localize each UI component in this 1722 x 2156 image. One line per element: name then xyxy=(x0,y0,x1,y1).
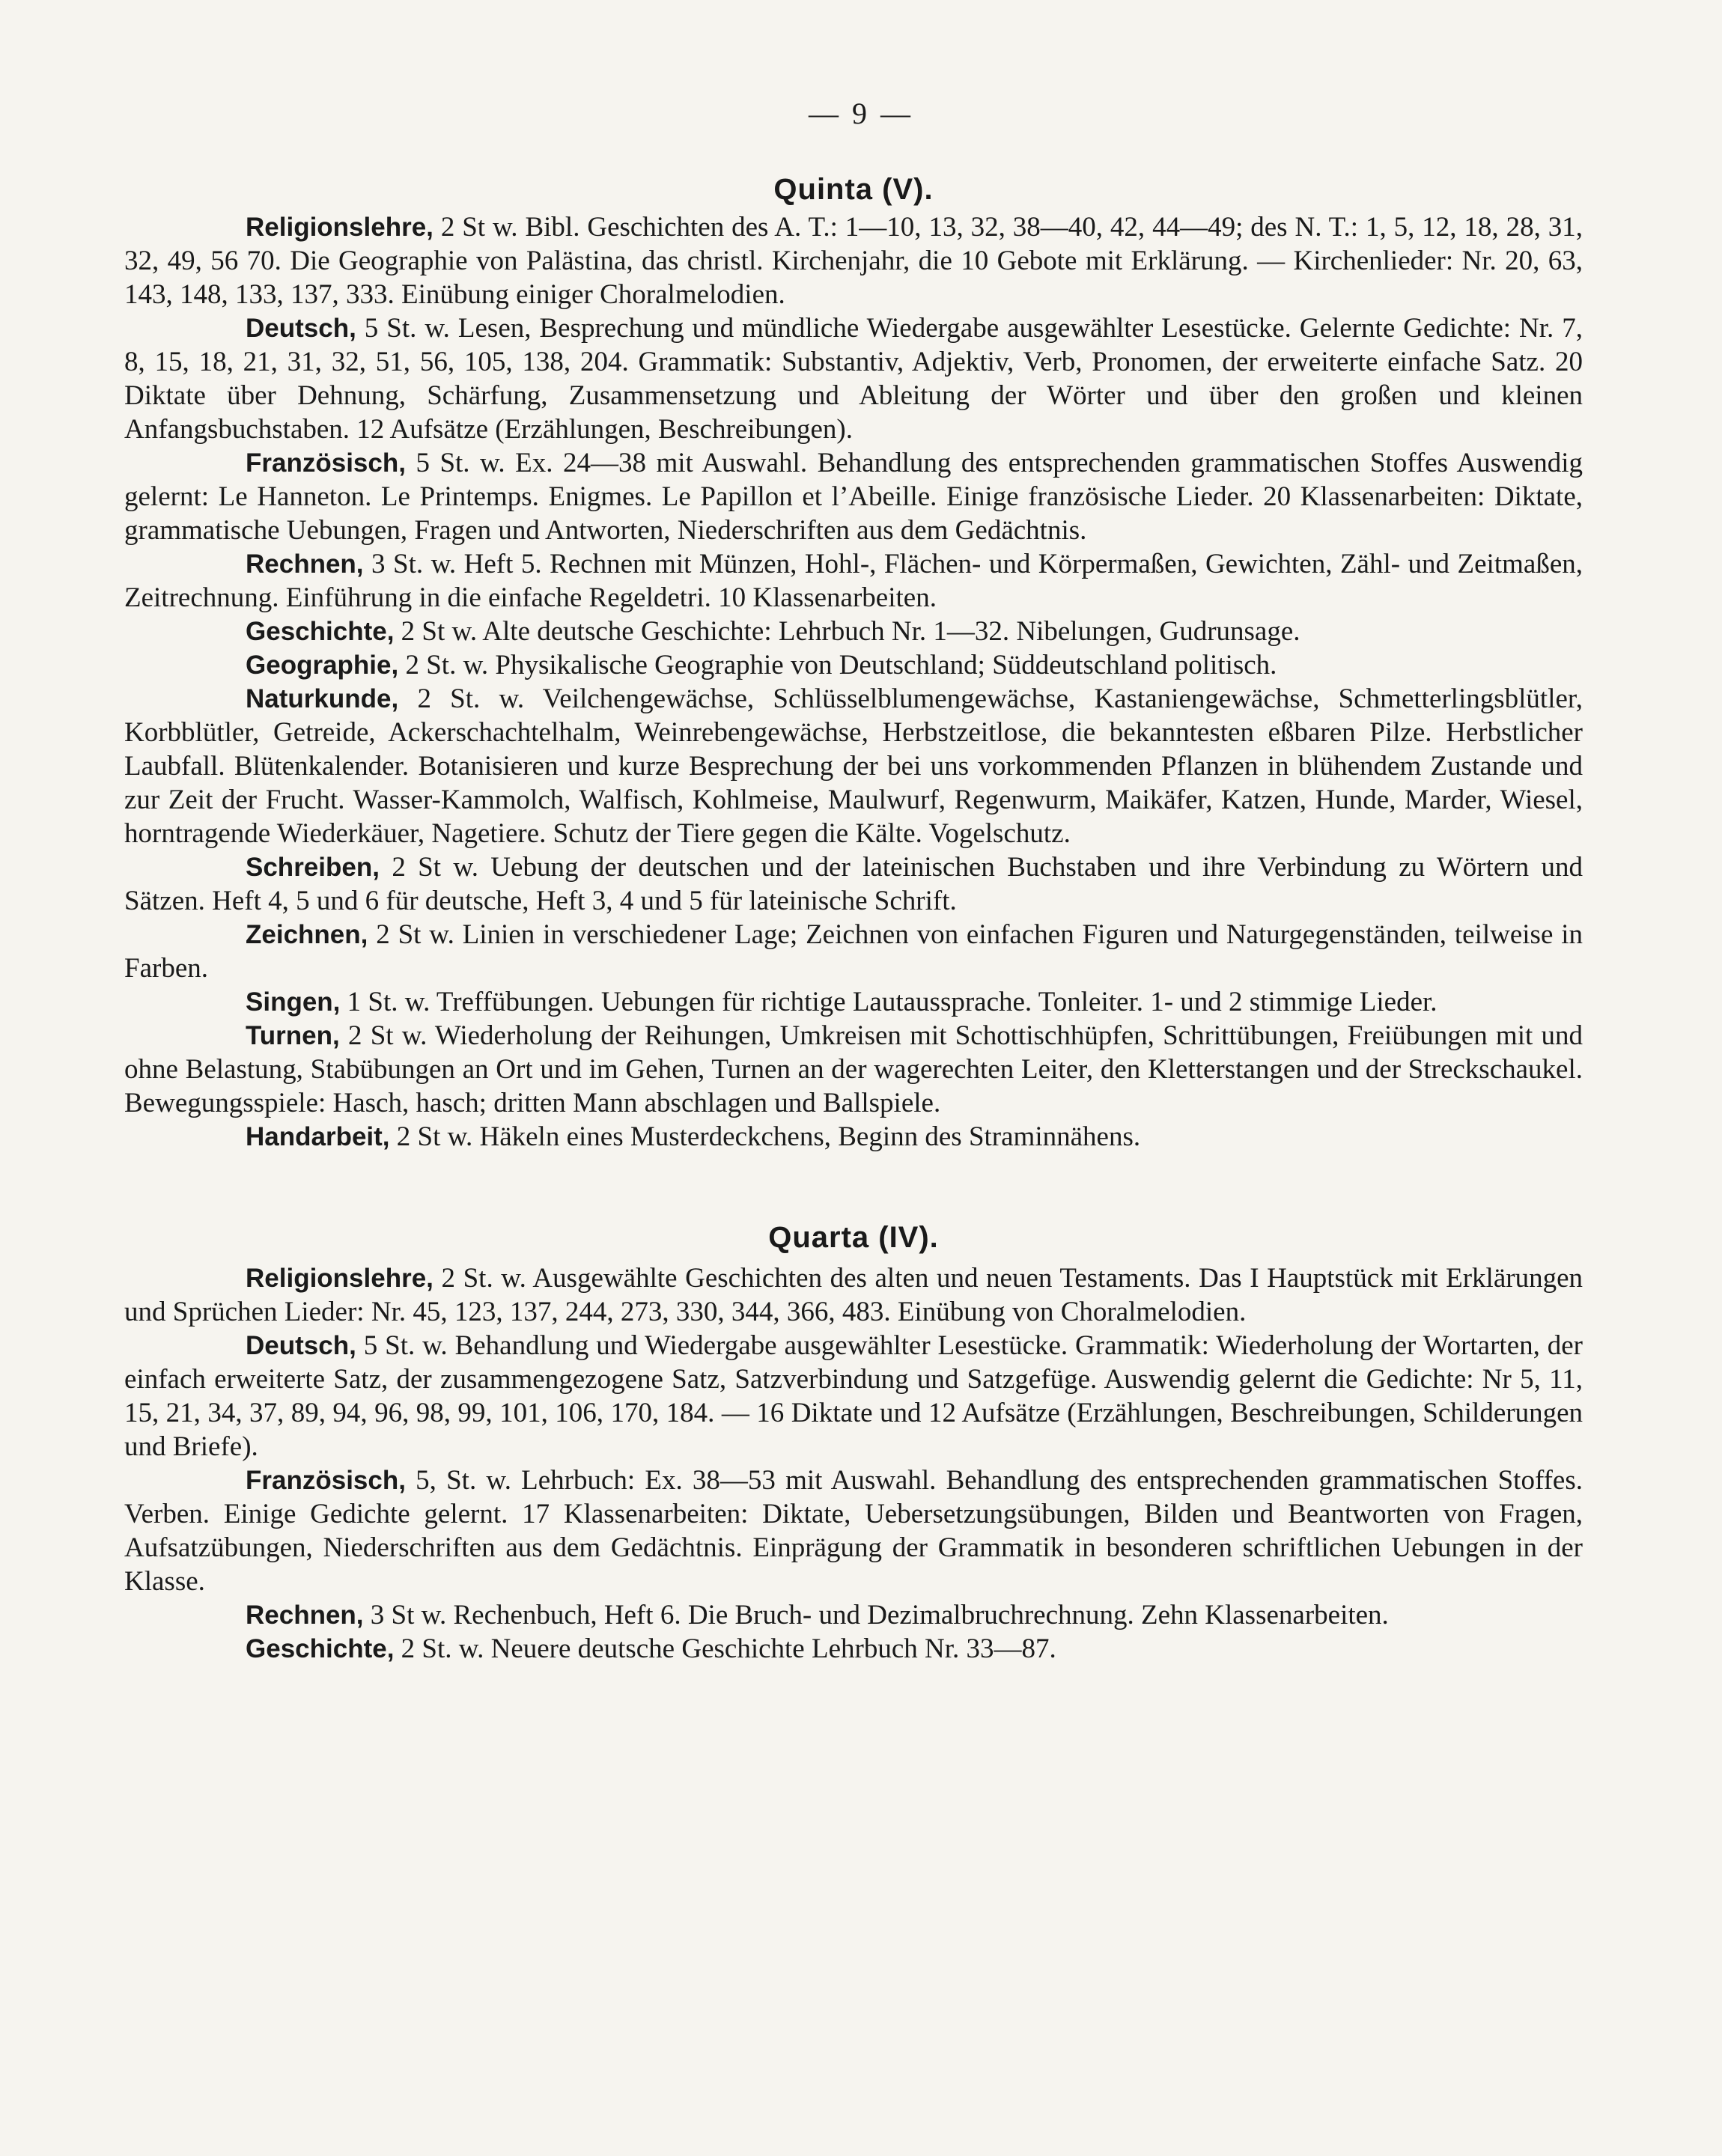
entry-franzoesisch xyxy=(124,446,1583,547)
subject-label: Rechnen, xyxy=(246,1601,364,1630)
subject-label: Religionslehre, xyxy=(246,213,433,242)
subject-label: Deutsch, xyxy=(246,1331,356,1360)
page-number: — 9 — xyxy=(809,97,913,130)
section-title-quarta: Quarta (IV). xyxy=(768,1221,939,1254)
entry-franzoesisch xyxy=(124,1464,1583,1598)
entry-rechnen xyxy=(124,1598,1583,1632)
subject-label: Singen, xyxy=(246,987,341,1017)
entry-text: 1 St. w. Treffübungen. Uebungen für richtige Lautaussprache. Tonleiter. 1- und 2 stimmige Lieder. xyxy=(347,987,1437,1017)
subject-label: Französisch, xyxy=(246,1466,406,1495)
entry-geschichte xyxy=(124,615,1583,648)
section-quarta xyxy=(124,1261,1583,1666)
entry-religionslehre xyxy=(124,210,1583,311)
entry-geographie xyxy=(124,648,1583,682)
entry-text: 2 St w. Alte deutsche Geschichte: Lehrbuch Nr. 1—32. Nibelungen, Gudrunsage. xyxy=(401,616,1300,647)
subject-label: Geschichte, xyxy=(246,617,395,646)
subject-label: Geschichte, xyxy=(246,1634,395,1663)
entry-text: 3 St w. Rechenbuch, Heft 6. Die Bruch- und Dezimalbruchrechnung. Zehn Klassenarbeiten. xyxy=(370,1600,1389,1630)
section-quinta xyxy=(124,210,1583,1154)
entry-text: 5 St. w. Ex. 24—38 mit Auswahl. Behandlung des entsprechenden grammatischen Stoffes Auswendig gelernt: Le Hanneton. Le Printemps. Enigmes. Le Papillon et l’Abeille. Einige französische Lieder. 20 Klassenarbeiten: Diktate, grammatische Uebungen, Fragen und Antworten, Niederschriften aus dem Gedächtnis. xyxy=(124,448,1583,546)
entry-text: 2 St w. Wiederholung der Reihungen, Umkreisen mit Schottischhüpfen, Schrittübungen, Freiübungen mit und ohne Belastung, Stabübungen an Ort und im Gehen, Turnen an der wagerechten Leiter, den Kletterstangen und der Streckschaukel. Bewegungsspiele: Hasch, hasch; dritten Mann abschlagen und Ballspiele. xyxy=(124,1020,1583,1118)
entry-schreiben xyxy=(124,850,1583,918)
subject-label: Schreiben, xyxy=(246,853,380,882)
subject-label: Geographie, xyxy=(246,651,399,680)
section-title-quinta: Quinta (V). xyxy=(773,173,934,206)
subject-label: Turnen, xyxy=(246,1021,340,1050)
entry-rechnen xyxy=(124,547,1583,615)
entry-singen xyxy=(124,985,1583,1019)
subject-label: Französisch, xyxy=(246,448,406,478)
entry-turnen xyxy=(124,1019,1583,1120)
subject-label: Naturkunde, xyxy=(246,684,399,713)
entry-text: 2 St w. Uebung der deutschen und der lateinischen Buchstaben und ihre Verbindung zu Wörtern und Sätzen. Heft 4, 5 und 6 für deutsche, Heft 3, 4 und 5 für lateinische Schrift. xyxy=(124,852,1583,916)
entry-zeichnen xyxy=(124,918,1583,985)
entry-text: 2 St w. Linien in verschiedener Lage; Zeichnen von einfachen Figuren und Naturgegenständen, teilweise in Farben. xyxy=(124,919,1583,984)
entry-handarbeit xyxy=(124,1120,1583,1154)
entry-geschichte xyxy=(124,1632,1583,1666)
entry-deutsch xyxy=(124,311,1583,446)
entry-text: 2 St. w. Physikalische Geographie von Deutschland; Süddeutschland politisch. xyxy=(405,650,1277,680)
subject-label: Handarbeit, xyxy=(246,1122,390,1151)
subject-label: Zeichnen, xyxy=(246,920,368,949)
entry-text: 5, St. w. Lehrbuch: Ex. 38—53 mit Auswahl. Behandlung des entsprechenden grammatischen Stoffes. Verben. Einige Gedichte gelernt. 17 Klassenarbeiten: Diktate, Uebersetzungsübungen, Bilden und Beantworten von Fragen, Aufsatzübungen, Niederschriften aus dem Gedächtnis. Einprägung der Grammatik in besonderen schriftlichen Uebungen in der Klasse. xyxy=(124,1465,1583,1597)
subject-label: Religionslehre, xyxy=(246,1264,433,1293)
text-column xyxy=(124,168,1583,1666)
entry-text: 2 St w. Häkeln eines Musterdeckchens, Beginn des Straminnähens. xyxy=(396,1121,1141,1152)
entry-naturkunde xyxy=(124,682,1583,850)
subject-label: Deutsch, xyxy=(246,314,356,343)
entry-text: 2 St w. Bibl. Geschichten des A. T.: 1—10, 13, 32, 38—40, 42, 44—49; des N. T.: 1, 5, 12, 18, 28, 31, 32, 49, 56 70. Die Geographie von Palästina, das christl. Kirchenjahr, die 10 Gebote mit Erklärung. — Kirchenlieder: Nr. 20, 63, 143, 148, 133, 137, 333. Einübung einiger Choralmelodien. xyxy=(124,212,1583,310)
entry-text: 5 St. w. Behandlung und Wiedergabe ausgewählter Lesestücke. Grammatik: Wiederholung der Wortarten, der einfach erweiterte Satz, der zusammengezogene Satz, Satzverbindung und Satzgefüge. Auswendig gelernt die Gedichte: Nr 5, 11, 15, 21, 34, 37, 89, 94, 96, 98, 99, 101, 106, 170, 184. — 16 Diktate und 12 Aufsätze (Erzählungen, Beschreibungen, Schilderungen und Briefe). xyxy=(124,1330,1583,1462)
entry-text: 2 St. w. Neuere deutsche Geschichte Lehrbuch Nr. 33—87. xyxy=(401,1633,1056,1664)
entry-text: 2 St. w. Ausgewählte Geschichten des alten und neuen Testaments. Das I Hauptstück mit Erklärungen und Sprüchen Lieder: Nr. 45, 123, 137, 244, 273, 330, 344, 366, 483. Einübung von Choralmelodien. xyxy=(124,1263,1583,1327)
subject-label: Rechnen, xyxy=(246,549,364,579)
entry-text: 3 St. w. Heft 5. Rechnen mit Münzen, Hohl-, Flächen- und Körpermaßen, Gewichten, Zähl- und Zeitmaßen, Zeitrechnung. Einführung in die einfache Regeldetri. 10 Klassenarbeiten. xyxy=(124,549,1583,613)
entry-deutsch xyxy=(124,1329,1583,1464)
entry-religionslehre xyxy=(124,1261,1583,1329)
entry-text: 5 St. w. Lesen, Besprechung und mündliche Wiedergabe ausgewählter Lesestücke. Gelernte Gedichte: Nr. 7, 8, 15, 18, 21, 31, 32, 51, 56, 105, 138, 204. Grammatik: Substantiv, Adjektiv, Verb, Pronomen, der erweiterte einfache Satz. 20 Diktate über Dehnung, Schärfung, Zusammensetzung und Ableitung der Wörter und über den großen und kleinen Anfangsbuchstaben. 12 Aufsätze (Erzählungen, Beschreibungen). xyxy=(124,313,1583,445)
entry-text: 2 St. w. Veilchengewächse, Schlüsselblumengewächse, Kastaniengewächse, Schmetterlingsblütler, Korbblütler, Getreide, Ackerschachtelhalm, Weinrebengewächse, Herbstzeitlose, die bekanntesten eßbaren Pilze. Herbstlicher Laubfall. Blütenkalender. Botanisieren und kurze Besprechung der bei uns vorkommenden Pflanzen in blühendem Zustande und zur Zeit der Frucht. Wasser-Kammolch, Walfisch, Kohlmeise, Maulwurf, Regenwurm, Maikäfer, Katzen, Hunde, Marder, Wiesel, horntragende Wiederkäuer, Nagetiere. Schutz der Tiere gegen die Kälte. Vogelschutz. xyxy=(124,683,1583,849)
